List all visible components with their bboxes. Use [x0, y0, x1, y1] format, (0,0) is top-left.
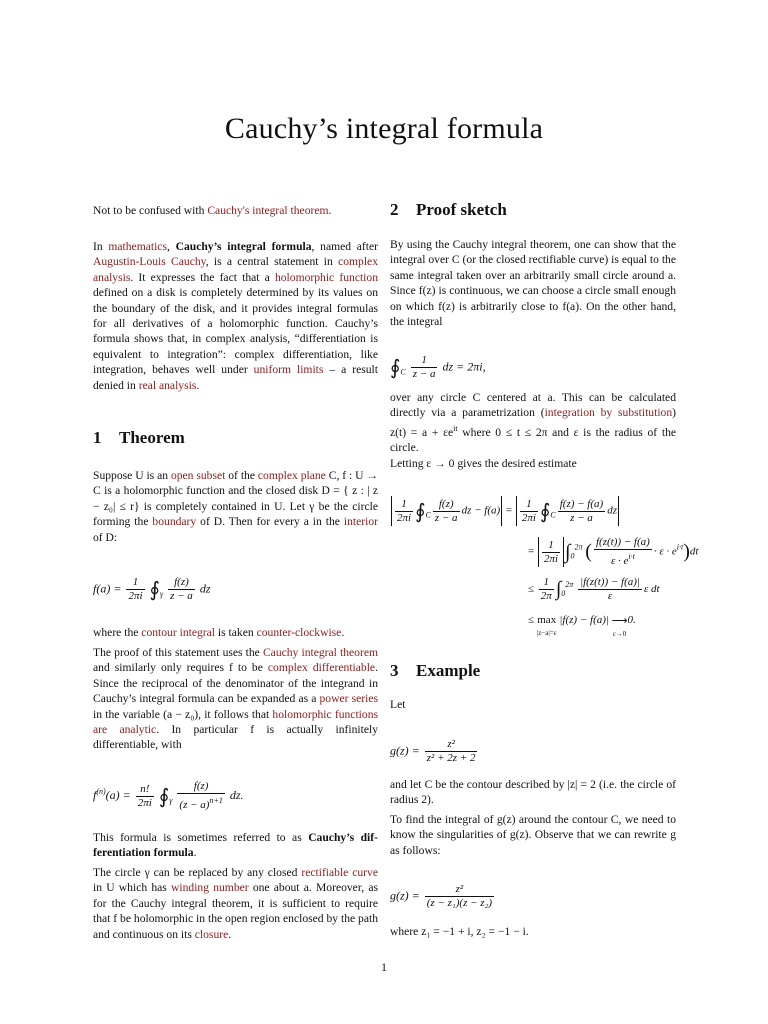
proof-sketch-paragraph: By using the Cauchy integral theorem, one can show that the integral over C (or the closed rectifiable curve) is equal to the same integral taken over an arbitrarily small circle around a. Since f(z) is continuous, we can choose a circle small enough on which f(z) is arbitrarily close to f(a). On the other hand, the integral: [390, 238, 676, 329]
link-integration-by-substitution[interactable]: integration by substitution: [544, 406, 673, 420]
roots-line: where z₁ = −1 + i, z₂ = −1 − i.: [390, 925, 529, 938]
link-mathematics[interactable]: mathematics: [108, 240, 167, 253]
equation-g-definition: g(z) = $\frac{\text{z²}}{\text{z² + 2z + 2}}$: [390, 738, 476, 764]
link-interior[interactable]: interior: [343, 515, 378, 529]
equation-circle-integral: $∮_C$ $\frac{1}{z - a}$ dz = 2πi,: [390, 354, 486, 380]
section-heading-proof-sketch: 2 Proof sketch: [390, 200, 507, 219]
fraction: $\frac{f(z)}{z - a}$: [170, 576, 193, 602]
parametrization-paragraph: over any circle C centered at a. This can be calculated directly via a parametrization (integration by substitution) $z(t) = a + \varepsilon e^{it}$ where 0 ≤ t ≤ 2π and ε is the radius of the circle.: [390, 391, 677, 455]
link-boundary[interactable]: boundary: [152, 515, 197, 529]
equation-g-factored: g(z) = $\frac{\text{z²}}{\text{(z − z₁)(z − z₂)}}$: [390, 883, 493, 909]
link-complex-plane[interactable]: complex plane: [257, 469, 326, 482]
fraction: $\frac{1}{2\pi i}$: [128, 576, 143, 602]
section-heading-theorem: 1 Theorem: [93, 428, 185, 447]
estimate-line-3: ≤ $\frac{1}{2\pi}$ $\int_0^{2\pi}$ $\frac{|f(z(t)) - f(a)|}{\varepsilon}$ ε dt: [528, 576, 660, 602]
page-number: 1: [381, 960, 387, 974]
link-contour-integral[interactable]: contour integral: [141, 626, 216, 639]
link-augustin-louis-cauchy[interactable]: Augustin-Louis Cauchy: [93, 255, 206, 269]
link-holomorphic-function[interactable]: holomorphic function: [274, 270, 378, 284]
link-holomorphic-functions-are-analytic[interactable]: holomorphic functions are analytic: [93, 707, 379, 737]
fraction: $\frac{n!}{2\pi i}$: [137, 782, 152, 809]
equation-cauchy-formula: f(a) = $\frac{1}{2\pi i}$ $∮_\gamma$ $\frac{f(z)}{z - a}$ dz: [93, 576, 211, 602]
link-complex-differentiable[interactable]: complex differentiable: [267, 661, 376, 675]
section-heading-example: 3 Example: [390, 661, 481, 680]
equation-derivative-formula: $f^{(n)}(a)$ = $\frac{n!}{2\pi i}$ $∮_\gamma$ $\frac{f(z)}{(z - a)^{n+1}}$ dz.: [93, 780, 244, 811]
link-closure[interactable]: closure: [194, 927, 229, 941]
link-winding-number[interactable]: winding number: [171, 881, 249, 895]
article-title: Cauchy’s integral formula: [224, 112, 544, 145]
contour-integral-symbol: ∮: [390, 357, 401, 379]
circle-paragraph: The circle γ can be replaced by any closed rectifiable curve in U which has winding number one about a. Moreover, as for the Cauchy integral theorem, it is sufficient to require that f be holomorphic in the open region enclosed by the path and continuous on its closure.: [93, 866, 378, 941]
singularities-paragraph: To find the integral of g(z) around the contour C, we need to know the singularities of g(z). Observe that we can rewrite g as follows:: [390, 813, 676, 857]
link-real-analysis[interactable]: real analysis: [138, 378, 197, 392]
link-power-series[interactable]: power series: [319, 692, 378, 706]
bold-term: Cauchy’s integral formula: [175, 240, 312, 253]
link-open-subset[interactable]: open subset: [170, 469, 226, 482]
link-cauchys-integral-theorem[interactable]: Cauchy's integral theorem: [207, 204, 329, 217]
contour-note: where the contour integral is taken counter-clockwise.: [93, 626, 345, 639]
limit-paragraph: Letting ε → 0 gives the desired estimate: [390, 457, 577, 470]
bold-term: Cauchy’s differentiation formula: [93, 831, 378, 860]
fraction: $\frac{f(z)}{(z - a)^{n+1}}$: [179, 780, 223, 811]
proof-paragraph: The proof of this statement uses the Cauchy integral theorem and similarly only requires f to be complex differentiable. Since the reciprocal of the denominator of the integrand in Cauchy’s integral formula can be expanded as a power series in the variable (a − z₀), it follows that holomorphic functions are analytic. In particular f is actually infinitely differentiable, with: [93, 646, 379, 752]
link-cauchy-integral-theorem[interactable]: Cauchy integral theorem: [262, 646, 378, 659]
fraction: $\frac{\text{z²}}{\text{z² + 2z + 2}}$: [426, 738, 476, 764]
link-counter-clockwise[interactable]: counter-clockwise: [256, 626, 342, 639]
fraction: $\frac{\text{z²}}{\text{(z − z₁)(z − z₂)}}$: [426, 883, 493, 909]
differentiation-formula-note: This formula is sometimes referred to as Cauchy’s differentiation formula.: [93, 831, 378, 860]
link-complex-analysis[interactable]: complex analysis: [93, 255, 378, 284]
contour-definition-paragraph: and let C be the contour described by |z| = 2 (i.e. the circle of radius 2).: [390, 778, 676, 807]
hatnote-text: Not to be confused with: [93, 204, 208, 217]
hatnote: Not to be confused with Cauchy's integral theorem.: [93, 204, 332, 217]
estimate-line-4: ≤ max |z−a|=ε |f(z) − f(a)| ⟶ ε→00.: [528, 614, 636, 638]
contour-integral-symbol: ∮: [158, 785, 170, 808]
example-let: Let: [390, 698, 406, 711]
estimate-line-2: = $\frac{1}{2\pi i}$ $\int_0^{2\pi}$ ( $\frac{f(z(t)) - f(a)}{\varepsilon \cdot e^{i\cdot t}}$ · $\varepsilon \cdot e^{i\cdot t})dt$: [528, 536, 699, 567]
theorem-paragraph: Suppose U is an open subset of the complex plane C, f : U → C is a holomorphic function and the closed disk D = { z : | z − z₀| ≤ r} is completely contained in U. Let γ be the circle forming the boundary of D. Then for every a in the interior of D:: [93, 469, 378, 544]
link-rectifiable-curve[interactable]: rectifiable curve: [301, 866, 378, 879]
estimate-line-1: $\frac{1}{2\pi i}$ $∮_C$ $\frac{f(z)}{z - a}$ dz − f(a) = $\frac{1}{2\pi i}$ $∮_C$ $\frac{f(z) - f(a)}{z - a}$ dz: [390, 496, 620, 526]
fraction: $\frac{1}{z - a}$: [412, 354, 436, 380]
link-uniform-limits[interactable]: uniform limits: [253, 363, 324, 377]
intro-paragraph: In mathematics, Cauchy’s integral formula, named after Augustin-Louis Cauchy, is a central statement in complex analysis. It expresses the fact that a holomorphic function defined on a disk is completely determined by its values on the boundary of the disk, and it provides integral formulas for all derivatives of a holomorphic function. Cauchy’s formula shows that, in complex analysis, “differentiation is equivalent to integration”: complex differentiation, like integration, behaves well under uniform limits – a result denied in real analysis.: [93, 240, 379, 392]
contour-integral-symbol: ∮: [149, 579, 160, 601]
